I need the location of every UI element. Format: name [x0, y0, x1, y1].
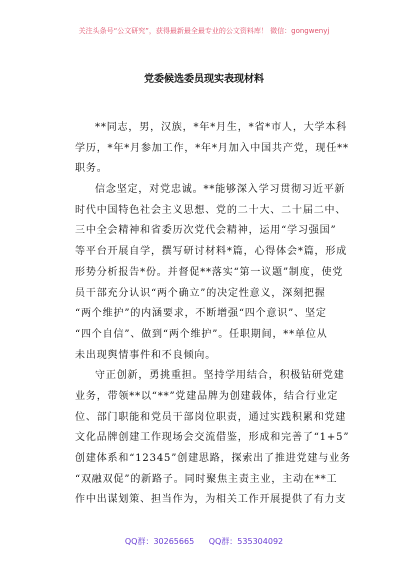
paragraph-3: [75, 366, 351, 511]
paragraph-line: “双融双促”的新路子。同时聚焦主责主业，主动在**工: [75, 473, 338, 485]
paragraph-line: 学历，*年*月参加工作，*年*月加入中国共产党，现任**: [75, 142, 349, 154]
paragraph-line: 创建体系和“12345”创建思路，探索出了推进党建与业务: [75, 453, 351, 464]
document-title: 党委候选委员现实表现材料: [144, 74, 264, 85]
paragraph-line: **同志，男，汉族，*年*月生，*省*市人，大学本科: [95, 122, 348, 133]
qq-group-1: QQ群：30265665: [124, 537, 195, 546]
paragraph-line: 守正创新，勇挑重担。坚持学用结合，积极钻研党建: [95, 370, 345, 382]
paragraph-line: 文化品牌创建工作现场会交流借鉴，形成和完善了“1+5”: [75, 432, 350, 444]
paragraph-line: 业务，带领**以“**”党建品牌为创建载体，结合行业定: [75, 390, 339, 402]
paragraph-line: 三中全会精神和省委历次党代会精神，运用“学习强国”: [75, 225, 337, 237]
qq-group-2: QQ群：535304092: [208, 537, 284, 546]
paragraph-line: 位、部门职能和党员干部岗位职责，通过实践积累和党建: [75, 411, 347, 423]
paragraph-line: 时代中国特色社会主义思想、党的二十大、二十届二中、: [75, 204, 347, 216]
header-banner: 关注头条号“公文研究”，获得最新最全最专业的公文资料库！ 微信：gongwenyj: [78, 27, 330, 35]
footer-contacts: [0, 536, 408, 547]
paragraph-1: [75, 118, 351, 180]
paragraph-2: [75, 180, 351, 366]
document-body: [75, 118, 351, 511]
paragraph-line: “两个维护”的内涵要求，不断增强“四个意识”、坚定: [75, 308, 327, 320]
paragraph-line: 员干部充分认识“两个确立”的决定性意义，深刻把握: [75, 287, 326, 299]
paragraph-line: 未出现舆情事件和不良倾向。: [75, 349, 217, 361]
paragraph-line: 形势分析报告*份。并督促**落实“第一议题”制度，使党: [75, 266, 344, 278]
paragraph-line: 等平台开展自学，撰写研讨材料*篇，心得体会*篇，形成: [75, 246, 348, 258]
paragraph-line: 职务。: [75, 163, 108, 175]
paragraph-line: 作中出谋划策、担当作为，为相关工作开展提供了有力支: [75, 494, 347, 506]
paragraph-line: 信念坚定，对党忠诚。**能够深入学习贯彻习近平新: [95, 184, 346, 196]
paragraph-line: “四个自信”、做到“两个维护”。任职期间，**单位从: [75, 328, 328, 340]
